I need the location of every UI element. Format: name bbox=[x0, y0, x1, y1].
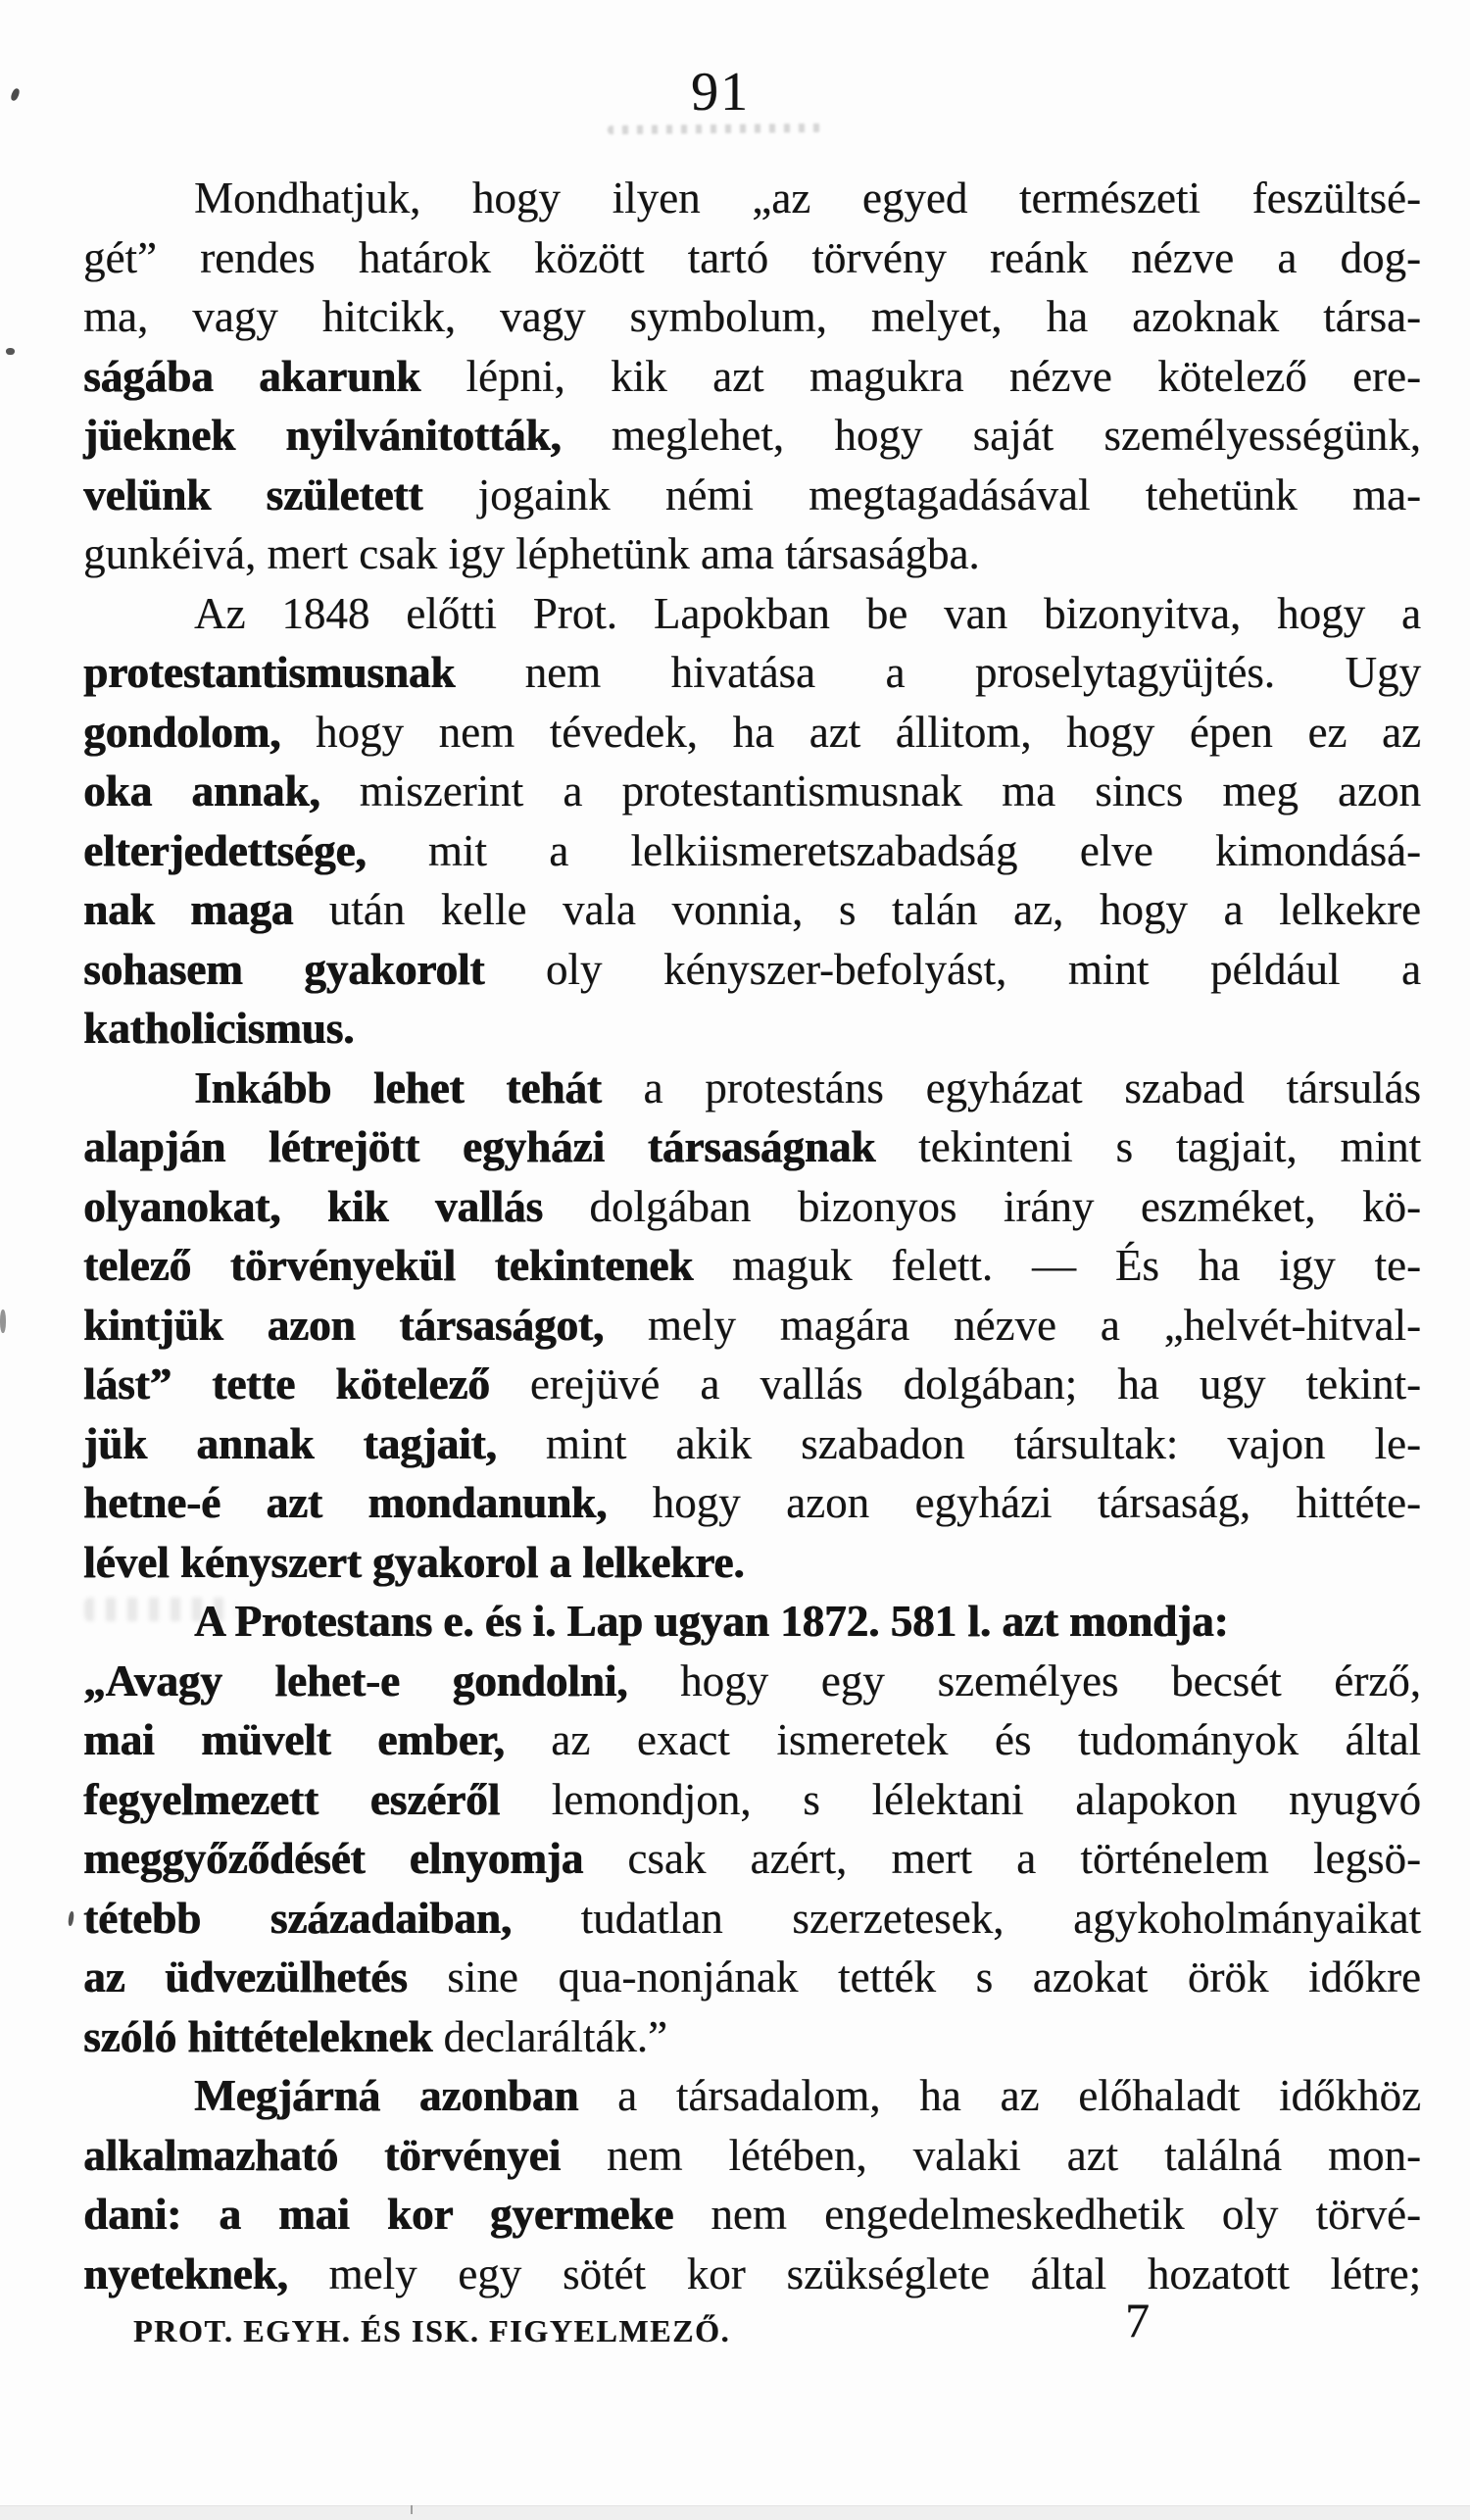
text-segment: velünk született bbox=[83, 469, 423, 519]
text-line bbox=[83, 1829, 1421, 1889]
text-segment: lást” tette kötelező bbox=[83, 1359, 490, 1408]
text-segment: gondolom, bbox=[83, 707, 281, 757]
text-line bbox=[83, 703, 1421, 763]
text-line bbox=[83, 1414, 1421, 1474]
paragraph bbox=[83, 2066, 1421, 2303]
text-segment: gunkéivá, mert csak igy léphetünk ama társaságba. bbox=[83, 529, 980, 578]
text-line bbox=[83, 762, 1421, 821]
text-segment: ma, vagy hitcikk, vagy symbolum, melyet, ha azoknak társa- bbox=[83, 292, 1421, 341]
ink-speck bbox=[68, 1911, 74, 1927]
text-line bbox=[83, 1355, 1421, 1414]
text-segment: hogy egy személyes becsét érző, bbox=[627, 1655, 1421, 1705]
text-line bbox=[83, 1236, 1421, 1296]
text-segment: Mondhatjuk, hogy ilyen „az egyed természeti feszültsé- bbox=[194, 173, 1421, 222]
ink-speck bbox=[6, 348, 15, 355]
text-segment: hogy nem tévedek, ha azt állitom, hogy épen ez az bbox=[280, 707, 1421, 757]
text-segment: mai müvelt ember, bbox=[83, 1715, 505, 1764]
text-line bbox=[83, 1592, 1421, 1652]
text-line bbox=[83, 1117, 1421, 1177]
ink-speck bbox=[0, 1309, 6, 1333]
page-number: 91 bbox=[691, 62, 750, 123]
text-segment: szóló hittételeknek bbox=[83, 2011, 433, 2061]
text-segment: declarálták.” bbox=[432, 2011, 668, 2061]
text-segment: dolgában bizonyos irány eszméket, kö- bbox=[542, 1181, 1421, 1231]
text-segment: csak azért, mert a történelem legsö- bbox=[583, 1834, 1421, 1883]
paragraph bbox=[83, 169, 1421, 584]
text-segment: nem hivatása a proselytagyüjtés. Ugy bbox=[455, 648, 1421, 697]
text-line bbox=[83, 1533, 1421, 1593]
text-line bbox=[83, 2126, 1421, 2186]
text-segment: a társadalom, ha az előhaladt időkhöz bbox=[578, 2071, 1421, 2120]
text-line bbox=[83, 524, 1421, 584]
text-segment: meggyőződését elnyomja bbox=[83, 1834, 584, 1883]
text-segment: tudatlan szerzetesek, agykoholmányaikat bbox=[511, 1893, 1421, 1943]
text-line bbox=[83, 1652, 1421, 1711]
text-line bbox=[83, 1948, 1421, 2007]
text-segment: alkalmazható törvényei bbox=[83, 2130, 561, 2180]
scan-edge-strip bbox=[0, 2505, 1470, 2520]
text-segment: erejüvé a vallás dolgában; ha ugy tekint- bbox=[489, 1359, 1421, 1408]
text-line bbox=[83, 643, 1421, 703]
body-text bbox=[83, 169, 1421, 2303]
text-line bbox=[83, 2185, 1421, 2245]
text-segment: mint akik szabadon társultak: vajon le- bbox=[496, 1418, 1421, 1468]
text-segment: elterjedettsége, bbox=[83, 825, 367, 875]
text-segment: mely egy sötét kor szükséglete által hozatott létre; bbox=[287, 2248, 1421, 2298]
text-segment: mit a lelkiismeretszabadság elve kimondásá- bbox=[366, 825, 1421, 875]
paragraph bbox=[83, 584, 1421, 1059]
text-segment: Inkább lehet tehát bbox=[194, 1062, 602, 1112]
text-line bbox=[83, 2007, 1421, 2067]
running-title: PROT. EGYH. ÉS ISK. FIGYELMEZŐ. bbox=[133, 2313, 731, 2348]
text-line bbox=[83, 584, 1421, 644]
text-line bbox=[83, 347, 1421, 407]
text-segment: jogaink némi megtagadásával tehetünk ma- bbox=[422, 469, 1421, 519]
text-segment: miszerint a protestantismusnak ma sincs meg azon bbox=[319, 766, 1421, 815]
text-segment: Megjárná azonban bbox=[194, 2071, 579, 2120]
text-line bbox=[83, 1177, 1421, 1237]
text-line bbox=[83, 940, 1421, 1000]
text-segment: maguk felett. — És ha igy te- bbox=[693, 1241, 1421, 1290]
text-segment: „Avagy lehet-e gondolni, bbox=[83, 1655, 628, 1705]
text-line bbox=[83, 1770, 1421, 1830]
ink-speck bbox=[411, 2505, 413, 2514]
text-segment: kintjük azon társaságot, bbox=[83, 1300, 605, 1350]
text-segment: hogy azon egyházi társaság, hittéte- bbox=[607, 1478, 1421, 1527]
text-segment: a protestáns egyházat szabad társulás bbox=[601, 1062, 1421, 1112]
text-line bbox=[83, 2066, 1421, 2126]
text-segment: nyeteknek, bbox=[83, 2248, 288, 2298]
text-segment: A Protestans e. és i. Lap ugyan 1872. 581 l. azt mondja: bbox=[194, 1597, 1229, 1646]
text-line bbox=[83, 466, 1421, 525]
text-segment: telező törvényekül tekintenek bbox=[83, 1241, 694, 1290]
text-line bbox=[83, 1473, 1421, 1533]
text-segment: az üdvezülhetés bbox=[83, 1952, 408, 2001]
text-line bbox=[83, 880, 1421, 940]
text-segment: ságába akarunk bbox=[83, 351, 421, 401]
text-segment: hetne-é azt mondanunk, bbox=[83, 1478, 608, 1527]
text-segment: olyanokat, kik vallás bbox=[83, 1181, 543, 1231]
text-segment: nak maga bbox=[83, 885, 294, 934]
text-segment: sine qua-nonjának tették s azokat örök időkre bbox=[407, 1952, 1421, 2001]
text-line bbox=[83, 406, 1421, 466]
text-line bbox=[83, 228, 1421, 288]
text-segment: nem engedelmeskedhetik oly törvé- bbox=[673, 2190, 1421, 2239]
text-segment: tekinteni s tagjait, mint bbox=[875, 1122, 1421, 1171]
text-segment: sohasem gyakorolt bbox=[83, 944, 485, 994]
text-segment: jüeknek nyilvánitották, bbox=[83, 411, 562, 460]
text-line bbox=[83, 287, 1421, 347]
text-segment: lemondjon, s lélektani alapokon nyugvó bbox=[500, 1774, 1422, 1824]
text-line bbox=[83, 1889, 1421, 1949]
ink-smudge bbox=[608, 124, 821, 134]
text-segment: lépni, kik azt magukra nézve kötelező ere- bbox=[420, 351, 1421, 401]
paragraph bbox=[83, 1652, 1421, 2067]
text-segment: protestantismusnak bbox=[83, 648, 456, 697]
text-segment: dani: a mai kor gyermeke bbox=[83, 2190, 674, 2239]
text-segment: oly kényszer-befolyást, mint például a bbox=[484, 944, 1421, 994]
text-line bbox=[83, 1059, 1421, 1118]
text-segment: nem létében, valaki azt találná mon- bbox=[560, 2130, 1421, 2180]
text-segment: Az 1848 előtti Prot. Lapokban be van bizonyitva, hogy a bbox=[194, 588, 1421, 638]
text-line bbox=[83, 999, 1421, 1059]
text-line bbox=[83, 1296, 1421, 1356]
text-segment: oka annak, bbox=[83, 766, 320, 815]
text-segment: lével kényszert gyakorol a lelkekre. bbox=[83, 1537, 745, 1587]
text-segment: meglehet, hogy saját személyességünk, bbox=[561, 411, 1421, 460]
text-segment: után kelle vala vonnia, s talán az, hogy a lelkekre bbox=[293, 885, 1421, 934]
text-segment: jük annak tagjait, bbox=[83, 1418, 497, 1468]
text-segment: az exact ismeretek és tudományok által bbox=[504, 1715, 1421, 1764]
text-segment: fegyelmezett eszéről bbox=[83, 1774, 500, 1824]
paragraph bbox=[83, 1592, 1421, 1652]
text-segment: tétebb századaiban, bbox=[83, 1893, 512, 1943]
signature-number: 7 bbox=[1125, 2293, 1150, 2347]
text-segment: gét” rendes határok között tartó törvény reánk nézve a dog- bbox=[83, 232, 1421, 282]
text-line bbox=[83, 169, 1421, 228]
text-line bbox=[83, 2245, 1421, 2304]
text-segment: katholicismus. bbox=[83, 1004, 355, 1053]
text-segment: mely magára nézve a „helvét-hitval- bbox=[604, 1300, 1421, 1350]
paragraph bbox=[83, 1059, 1421, 1593]
text-segment: alapján létrejött egyházi társaságnak bbox=[83, 1122, 876, 1171]
text-line bbox=[83, 1710, 1421, 1770]
text-line bbox=[83, 821, 1421, 881]
